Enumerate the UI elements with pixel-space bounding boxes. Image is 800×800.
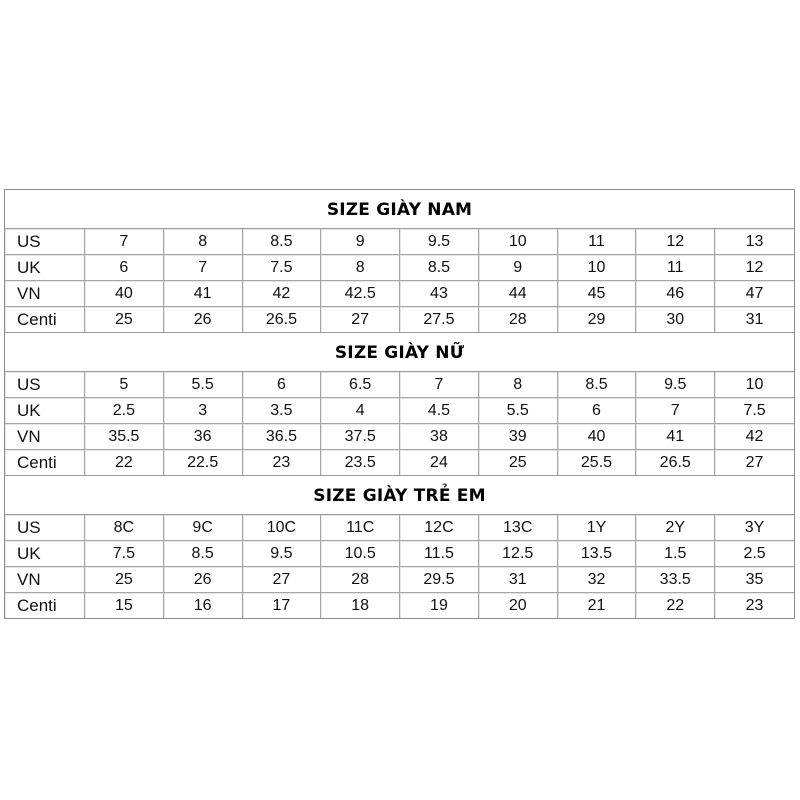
size-cell: 27 [243,567,322,593]
size-cell: 39 [479,424,558,450]
size-cell: 7 [85,229,164,255]
size-cell: 21 [558,593,637,618]
size-cell: 10.5 [321,541,400,567]
size-cell: 37.5 [321,424,400,450]
size-cell: 16 [164,593,243,618]
size-cell: 11.5 [400,541,479,567]
size-cell: 42 [243,281,322,307]
size-cell: 6 [558,398,637,424]
size-cell: 17 [243,593,322,618]
size-cell: 7.5 [715,398,794,424]
size-cell: 8.5 [164,541,243,567]
table-row [5,372,794,398]
table-row [5,593,794,618]
size-cell: 8.5 [400,255,479,281]
size-cell: 29 [558,307,637,332]
size-cell: 23 [715,593,794,618]
size-cell: 11 [636,255,715,281]
size-cell: 8 [164,229,243,255]
size-cell: 3.5 [243,398,322,424]
size-cell: 13 [715,229,794,255]
row-label: VN [5,424,85,450]
size-cell: 11C [321,515,400,541]
size-cell: 7 [636,398,715,424]
table-row [5,281,794,307]
size-cell: 28 [479,307,558,332]
size-cell: 23 [243,450,322,475]
row-label: UK [5,255,85,281]
section-title: SIZE GIÀY TRẺ EM [5,475,794,515]
size-cell: 8 [479,372,558,398]
size-section [5,475,794,618]
size-cell: 35 [715,567,794,593]
table-row [5,450,794,475]
size-cell: 10 [558,255,637,281]
size-cell: 12.5 [479,541,558,567]
size-cell: 30 [636,307,715,332]
size-cell: 40 [558,424,637,450]
size-cell: 27 [321,307,400,332]
row-label: Centi [5,307,85,332]
size-table [5,229,794,332]
size-cell: 9.5 [400,229,479,255]
size-cell: 25.5 [558,450,637,475]
section-title: SIZE GIÀY NỮ [5,332,794,372]
size-cell: 31 [479,567,558,593]
size-cell: 7 [164,255,243,281]
size-table [5,515,794,618]
size-cell: 26.5 [243,307,322,332]
size-cell: 36.5 [243,424,322,450]
size-cell: 28 [321,567,400,593]
size-cell: 13.5 [558,541,637,567]
size-cell: 47 [715,281,794,307]
size-cell: 22 [636,593,715,618]
size-cell: 3Y [715,515,794,541]
size-cell: 9C [164,515,243,541]
row-label: Centi [5,450,85,475]
row-label: US [5,229,85,255]
row-label: VN [5,567,85,593]
size-cell: 25 [479,450,558,475]
size-cell: 42.5 [321,281,400,307]
size-cell: 27.5 [400,307,479,332]
table-row [5,307,794,332]
size-cell: 46 [636,281,715,307]
size-cell: 19 [400,593,479,618]
size-cell: 29.5 [400,567,479,593]
size-cell: 9 [479,255,558,281]
row-label: Centi [5,593,85,618]
size-cell: 45 [558,281,637,307]
size-cell: 44 [479,281,558,307]
table-row [5,424,794,450]
size-cell: 10 [479,229,558,255]
size-section [5,190,794,332]
size-cell: 24 [400,450,479,475]
row-label: US [5,515,85,541]
size-cell: 41 [164,281,243,307]
size-cell: 6.5 [321,372,400,398]
size-cell: 26.5 [636,450,715,475]
size-cell: 43 [400,281,479,307]
table-row [5,398,794,424]
row-label: UK [5,398,85,424]
size-cell: 9.5 [636,372,715,398]
size-table [5,372,794,475]
size-cell: 13C [479,515,558,541]
size-cell: 6 [85,255,164,281]
size-cell: 38 [400,424,479,450]
size-cell: 1.5 [636,541,715,567]
row-label: US [5,372,85,398]
size-cell: 22.5 [164,450,243,475]
size-cell: 8.5 [243,229,322,255]
size-cell: 7 [400,372,479,398]
size-cell: 2.5 [85,398,164,424]
size-cell: 2Y [636,515,715,541]
size-cell: 4 [321,398,400,424]
size-cell: 8C [85,515,164,541]
size-cell: 11 [558,229,637,255]
size-cell: 8.5 [558,372,637,398]
size-cell: 35.5 [85,424,164,450]
size-cell: 7.5 [243,255,322,281]
size-cell: 1Y [558,515,637,541]
table-row [5,515,794,541]
size-cell: 3 [164,398,243,424]
row-label: UK [5,541,85,567]
size-cell: 20 [479,593,558,618]
size-cell: 7.5 [85,541,164,567]
size-cell: 2.5 [715,541,794,567]
size-cell: 32 [558,567,637,593]
size-cell: 22 [85,450,164,475]
size-cell: 18 [321,593,400,618]
size-cell: 9 [321,229,400,255]
size-cell: 36 [164,424,243,450]
size-cell: 15 [85,593,164,618]
size-cell: 42 [715,424,794,450]
size-cell: 6 [243,372,322,398]
table-row [5,567,794,593]
size-cell: 5.5 [479,398,558,424]
size-cell: 26 [164,307,243,332]
size-cell: 8 [321,255,400,281]
size-cell: 25 [85,307,164,332]
size-cell: 31 [715,307,794,332]
size-cell: 26 [164,567,243,593]
size-cell: 27 [715,450,794,475]
size-cell: 5 [85,372,164,398]
size-cell: 33.5 [636,567,715,593]
size-cell: 12 [636,229,715,255]
size-cell: 10C [243,515,322,541]
size-cell: 41 [636,424,715,450]
size-cell: 12 [715,255,794,281]
table-row [5,541,794,567]
size-cell: 10 [715,372,794,398]
size-cell: 12C [400,515,479,541]
size-cell: 4.5 [400,398,479,424]
size-section [5,332,794,475]
row-label: VN [5,281,85,307]
size-cell: 23.5 [321,450,400,475]
size-cell: 9.5 [243,541,322,567]
size-cell: 5.5 [164,372,243,398]
size-cell: 40 [85,281,164,307]
size-cell: 25 [85,567,164,593]
table-row [5,255,794,281]
size-chart [4,189,795,619]
section-title: SIZE GIÀY NAM [5,190,794,229]
table-row [5,229,794,255]
